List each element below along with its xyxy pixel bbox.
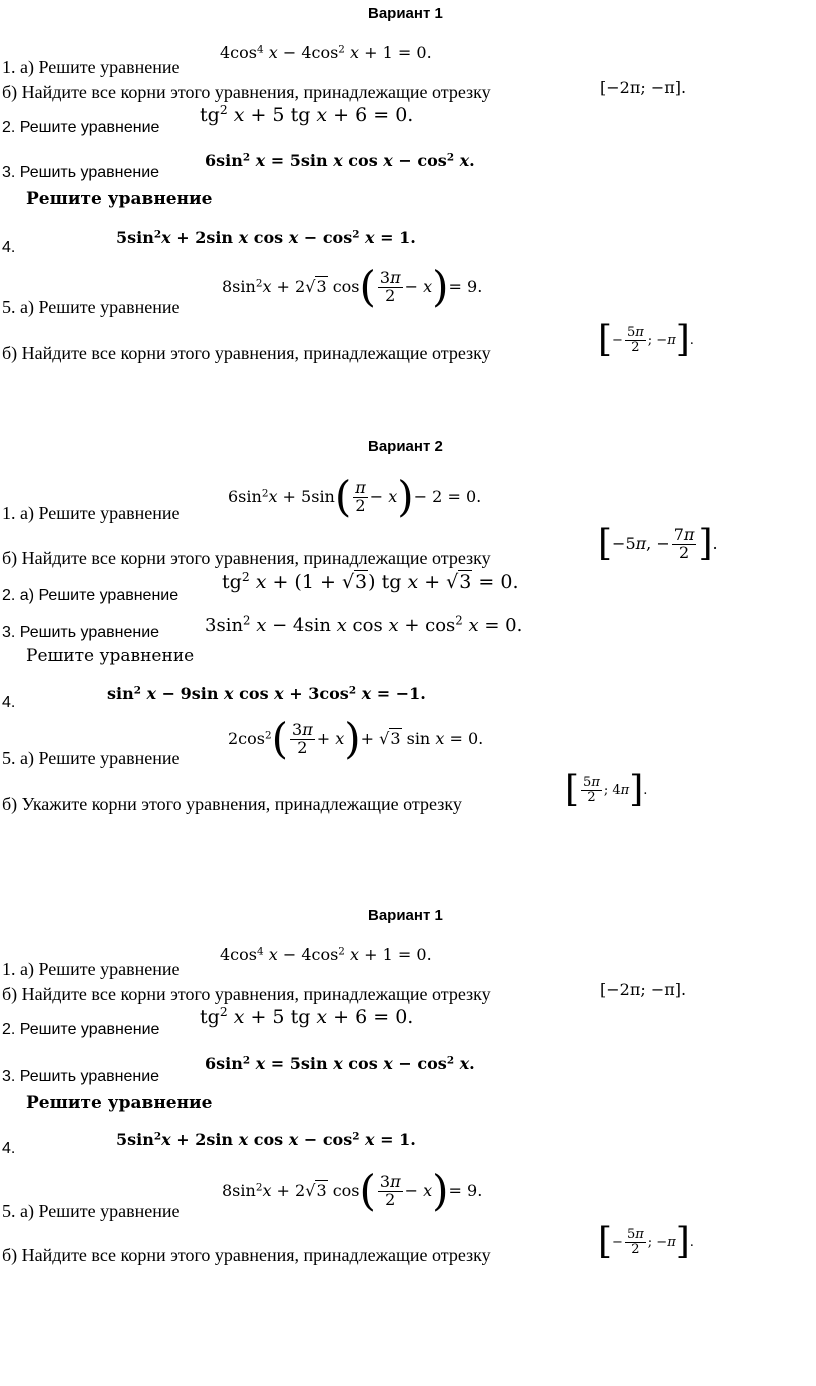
v1r-p5a-equation: $8\sin^2x + 2√3$ cos ( $\frac{3\pi}{2}$ − x ) = 9.: [222, 1166, 483, 1215]
v1r-p4-equation: $5\sin^2x + 2\sin$ x $\cos x - \cos^2 x = 1$.: [116, 1130, 416, 1149]
v2-p5b-label: б) Укажите корни этого уравнения, принадлежащие отрезку: [2, 794, 462, 814]
v1-p4-label: 4.: [2, 239, 16, 256]
v2-p1b-label: б) Найдите все корни этого уравнения, принадлежащие отрезку: [2, 548, 491, 568]
v1r-p5a-label: 5. а) Решите уравнение: [2, 1201, 180, 1221]
v1-p4-equation: $5\sin^2x + 2\sin$ x $\cos x - \cos^2 x = 1$.: [116, 228, 416, 247]
v1r-p1b-interval: [−2π; −π].: [600, 980, 687, 999]
v1-p1b-label: б) Найдите все корни этого уравнения, принадлежащие отрезку: [2, 82, 491, 102]
v1r-p1a-label: 1. а) Решите уравнение: [2, 959, 180, 979]
v2-p5b-interval: [ $\frac{5\pi}{2}$ ; 4π ] .: [565, 769, 648, 810]
v2-p1a-label: 1. а) Решите уравнение: [2, 503, 180, 523]
v1-p5b-interval: [ − $\frac{5\pi}{2}$ ; −π ] .: [598, 319, 694, 360]
v1-p3-equation: $6\sin^2$ x = 5sin x $\cos x - \cos^2 x$.: [205, 151, 475, 170]
v1r-p2-equation: $tg^2$ x + 5 tg x + 6 = 0.: [200, 1005, 414, 1028]
v1r-p3-equation: $6\sin^2$ x = 5sin x $\cos x - \cos^2 x$.: [205, 1054, 475, 1073]
v1r-p5b-label: б) Найдите все корни этого уравнения, принадлежащие отрезку: [2, 1245, 491, 1265]
v2-p5a-equation: $2\cos^2$ ( $\frac{3\pi}{2}$ + x ) + √3 sin x = 0.: [228, 714, 484, 763]
v2-p4-heading: Решите уравнение: [26, 646, 195, 666]
v1-p5a-equation: $8\sin^2x + 2√3$ cos ( $\frac{3\pi}{2}$ − x ) = 9.: [222, 262, 483, 311]
v1r-p4-label: 4.: [2, 1140, 16, 1157]
v2-p4-label: 4.: [2, 694, 16, 711]
v1-p1a-label: 1. а) Решите уравнение: [2, 57, 180, 77]
v2-p2-label: 2. а) Решите уравнение: [2, 587, 179, 604]
v1r-p2-label: 2. Решите уравнение: [2, 1021, 160, 1038]
v1-p2-equation: $tg^2$ x + 5 tg x + 6 = 0.: [200, 103, 414, 126]
v2-p5a-label: 5. а) Решите уравнение: [2, 748, 180, 768]
v2-p3-label: 3. Решить уравнение: [2, 624, 160, 641]
v2-p1a-equation: $6\sin^2x + 5\sin$ ( $\frac{\pi}{2}$ − x ) − 2 = 0.: [228, 472, 482, 521]
v1r-p3-label: 3. Решить уравнение: [2, 1068, 160, 1085]
v1r-p1b-label: б) Найдите все корни этого уравнения, принадлежащие отрезку: [2, 984, 491, 1004]
v1-p5b-label: б) Найдите все корни этого уравнения, принадлежащие отрезку: [2, 343, 491, 363]
v1r-p4-heading: Решите уравнение: [26, 1093, 213, 1113]
v1r-p5b-interval: [ − $\frac{5\pi}{2}$ ; −π ] .: [598, 1221, 694, 1262]
variant-1-title-repeat: Вариант 1: [368, 907, 443, 924]
v1-p3-label: 3. Решить уравнение: [2, 164, 160, 181]
v2-p2-equation: $tg^2$ x + (1 + √3) tg x + √3 = 0.: [222, 570, 519, 593]
v2-p4-equation: $\sin^2 x - 9\sin$ x $\cos x + 3\cos^2$ x = −1.: [107, 684, 426, 703]
v1-p4-heading: Решите уравнение: [26, 189, 213, 209]
variant-2-title: Вариант 2: [368, 438, 443, 455]
v1-p2-label: 2. Решите уравнение: [2, 119, 160, 136]
v1-p1a-equation: $4\cos^4$ $x - 4\cos^2$ x + 1 = 0.: [220, 43, 432, 62]
v1r-p1a-equation: $4\cos^4$ $x - 4\cos^2$ x + 1 = 0.: [220, 945, 432, 964]
v2-p3-equation: $3\sin^2$ x − 4sin x $\cos x + \cos^2 x = 0$.: [205, 613, 523, 636]
v2-p1b-interval: [ −5π, − $\frac{7\pi}{2}$ ] .: [598, 523, 718, 564]
variant-1-title: Вариант 1: [368, 5, 443, 22]
v1-p1b-interval: [−2π; −π].: [600, 78, 687, 97]
v1-p5a-label: 5. а) Решите уравнение: [2, 297, 180, 317]
